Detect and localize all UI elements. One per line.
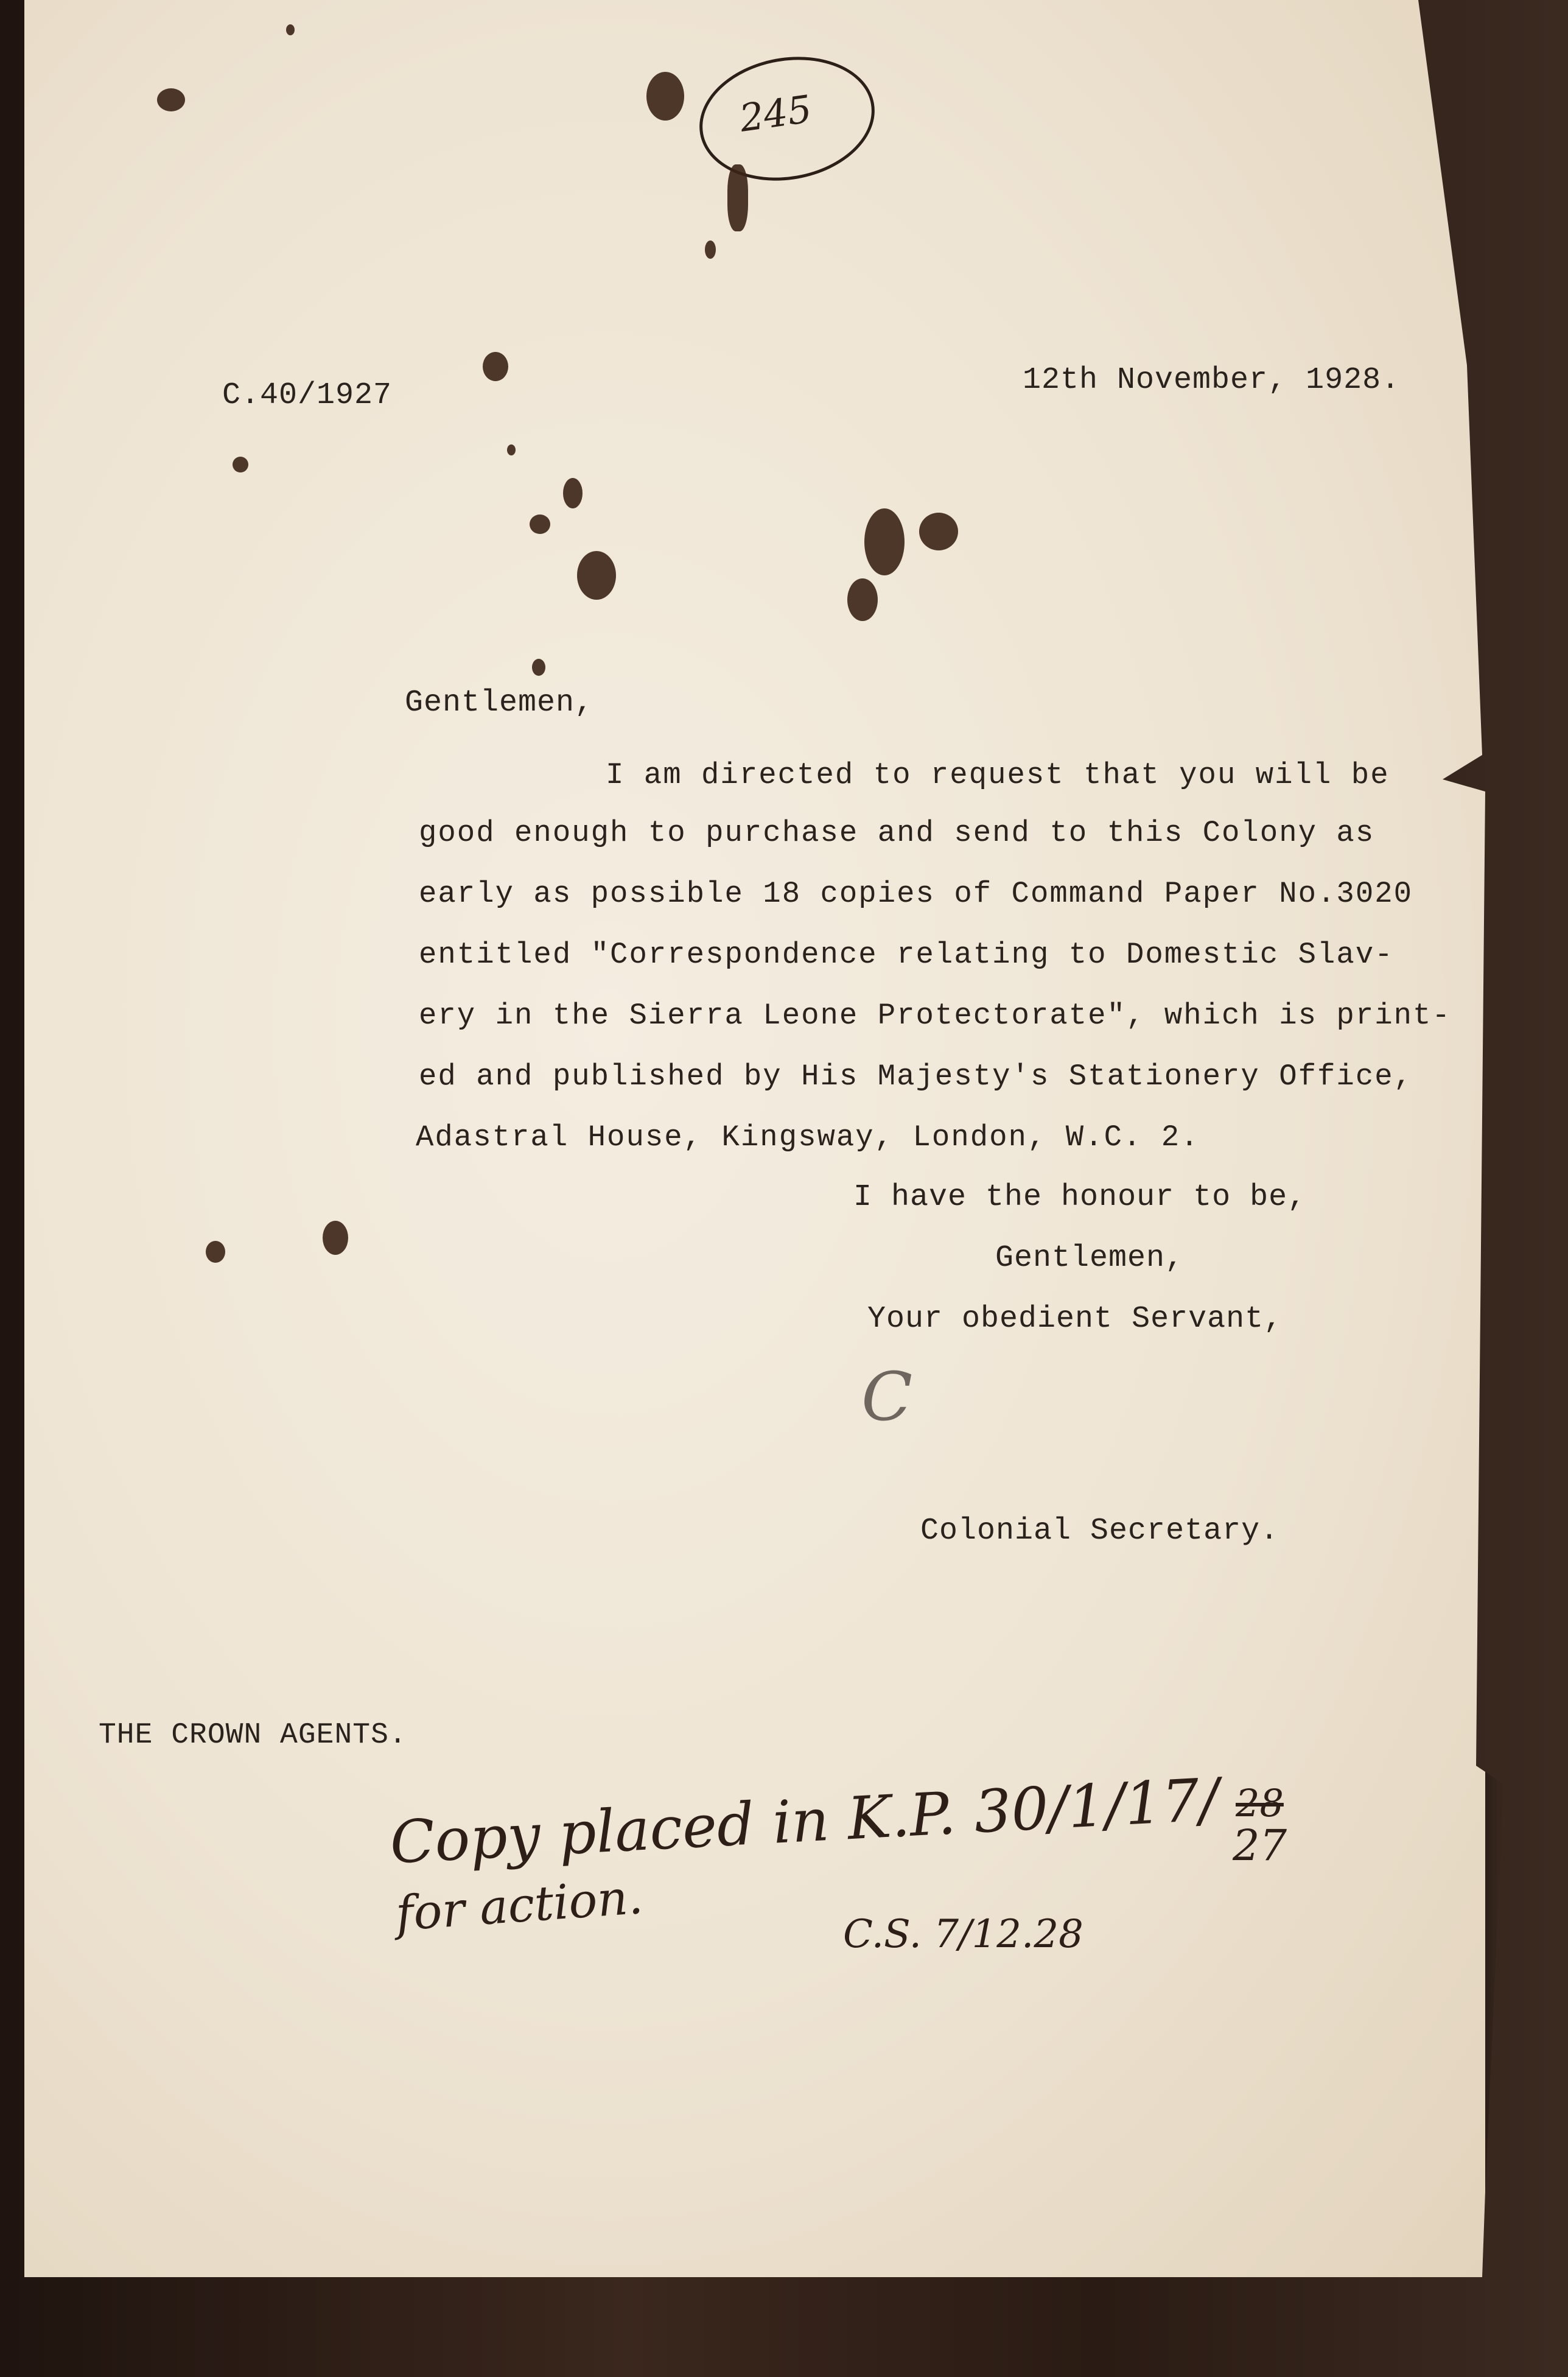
closing-line: Your obedient Servant,	[867, 1302, 1283, 1336]
ink-stain	[705, 241, 716, 259]
body-line: Adastral House, Kingsway, London, W.C. 2.	[416, 1120, 1200, 1154]
annotation-initials-date: C.S. 7/12.28	[843, 1912, 1083, 1957]
ink-stain	[919, 513, 958, 550]
salutation: Gentlemen,	[405, 686, 594, 720]
body-line: ed and published by His Majesty's Stationery Office,	[419, 1059, 1413, 1094]
ink-stain	[157, 88, 185, 111]
ink-stain	[530, 514, 550, 534]
ink-stain	[206, 1241, 225, 1263]
ink-stain	[864, 508, 905, 575]
annotation-line: for action.	[394, 1869, 645, 1942]
addressee: THE CROWN AGENTS.	[99, 1719, 407, 1752]
closing-line: I have the honour to be,	[853, 1180, 1307, 1215]
ink-stain	[286, 24, 295, 35]
ink-stain	[727, 164, 748, 231]
ink-stain	[577, 551, 616, 600]
ink-stain	[847, 578, 878, 621]
signature-initials: C	[861, 1358, 913, 1436]
ink-stain	[563, 478, 583, 508]
ink-stain	[233, 457, 248, 472]
body-line: I am directed to request that you will be	[606, 758, 1390, 792]
ink-stain	[483, 352, 508, 381]
ink-stain	[323, 1221, 348, 1255]
ink-stain	[507, 444, 516, 455]
body-line: good enough to purchase and send to this Colony as	[419, 816, 1375, 850]
annotation-line: Copy placed in K.P. 30/1/17/	[388, 1765, 1221, 1877]
letter-date: 12th November, 1928.	[1023, 363, 1401, 398]
folio-number: 245	[737, 86, 814, 141]
body-line: early as possible 18 copies of Command Paper No.3020	[419, 877, 1413, 911]
signatory-title: Colonial Secretary.	[920, 1514, 1279, 1548]
ink-stain	[646, 72, 684, 121]
body-line: entitled "Correspondence relating to Domestic Slav-	[419, 938, 1394, 972]
annotation-struck-year: 28	[1236, 1781, 1284, 1825]
closing-line: Gentlemen,	[995, 1241, 1185, 1276]
annotation-year: 27	[1233, 1820, 1287, 1870]
reference-number: C.40/1927	[222, 378, 393, 413]
body-line: ery in the Sierra Leone Protectorate", which is print-	[419, 999, 1451, 1033]
ink-stain	[532, 659, 545, 676]
